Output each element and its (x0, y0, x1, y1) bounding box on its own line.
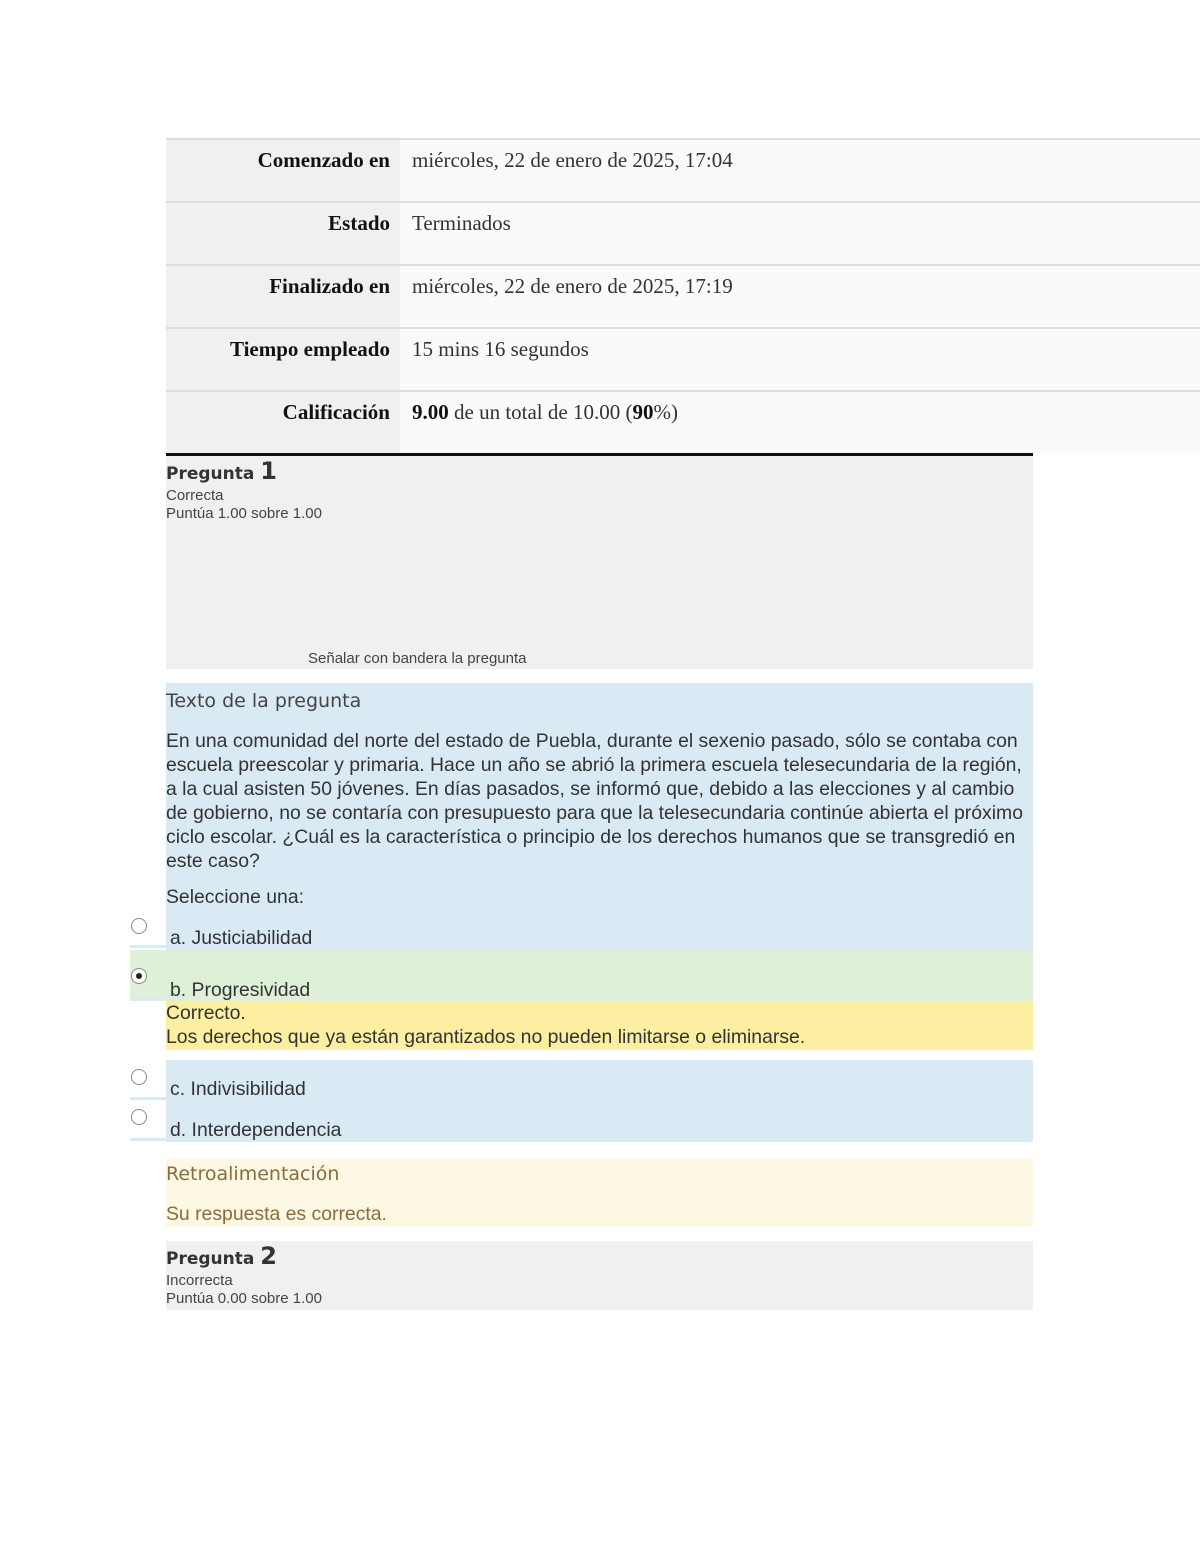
option-a-radio[interactable] (131, 918, 147, 934)
question-2-info (166, 1241, 1033, 1310)
summary-row-finished (166, 264, 1200, 327)
grade-suffix: %) (653, 400, 678, 424)
specific-feedback (166, 1001, 1033, 1050)
grade-total: de un total de 10.00 ( (448, 400, 633, 424)
summary-value: 15 mins 16 segundos (400, 329, 1200, 390)
question-number: Pregunta 1 (166, 457, 277, 485)
grade-score: 9.00 (412, 400, 449, 424)
summary-label: Finalizado en (166, 266, 400, 327)
summary-label: Comenzado en (166, 140, 400, 201)
question-grade: Puntúa 1.00 sobre 1.00 (166, 505, 322, 522)
divider (130, 1097, 166, 1100)
summary-value (400, 392, 1200, 453)
summary-row-grade (166, 390, 1200, 453)
summary-row-time-taken (166, 327, 1200, 390)
summary-label: Tiempo empleado (166, 329, 400, 390)
option-c-radio[interactable] (131, 1069, 147, 1085)
option-b-radio[interactable] (131, 968, 147, 984)
question-state: Incorrecta (166, 1272, 233, 1289)
divider (130, 1138, 166, 1141)
option-b-label[interactable]: b. Progresividad (170, 979, 311, 1001)
summary-row-state (166, 201, 1200, 264)
question-number: Pregunta 2 (166, 1242, 277, 1270)
question-state: Correcta (166, 487, 224, 504)
question-formulation (166, 683, 1033, 950)
summary-value: Terminados (400, 203, 1200, 264)
question-grade: Puntúa 0.00 sobre 1.00 (166, 1290, 322, 1307)
feedback-heading: Retroalimentación (166, 1163, 340, 1185)
option-a-label[interactable]: a. Justiciabilidad (170, 927, 313, 949)
option-d-label[interactable]: d. Interdependencia (170, 1119, 342, 1141)
option-d-radio[interactable] (131, 1109, 147, 1125)
feedback-title: Correcto. (166, 1002, 246, 1024)
grade-percent: 90 (632, 400, 654, 424)
feedback-body: Su respuesta es correcta. (166, 1203, 387, 1225)
flag-question-link[interactable]: Señalar con bandera la pregunta (308, 650, 527, 667)
summary-row-started (166, 138, 1200, 201)
feedback-text: Los derechos que ya están garantizados no pueden limitarse o eliminarse. (166, 1026, 806, 1048)
summary-value: miércoles, 22 de enero de 2025, 17:04 (400, 140, 1200, 201)
quiz-review-summary (166, 138, 1200, 453)
question-text-heading: Texto de la pregunta (166, 690, 362, 712)
divider (130, 945, 166, 948)
divider (130, 997, 166, 1000)
question-1-info (166, 453, 1033, 669)
general-feedback (166, 1158, 1033, 1227)
answer-prompt: Seleccione una: (166, 886, 304, 908)
summary-label: Estado (166, 203, 400, 264)
question-text: En una comunidad del norte del estado de Puebla, durante el sexenio pasado, sólo se contaba con escuela preescolar y primaria. Hace un año se abrió la primera escuela telesecundaria de la región, a la cual asisten 50 jóvenes. En días pasados, se informó que, debido a las elecciones y al cambio de gobierno, no se contaría con presupuesto para que la telesecundaria continúe abierta el próximo ciclo escolar. ¿Cuál es la característica o principio de los derechos humanos que se transgredió en este caso? (166, 730, 1023, 872)
summary-value: miércoles, 22 de enero de 2025, 17:19 (400, 266, 1200, 327)
option-c-label[interactable]: c. Indivisibilidad (170, 1078, 306, 1100)
summary-label: Calificación (166, 392, 400, 453)
